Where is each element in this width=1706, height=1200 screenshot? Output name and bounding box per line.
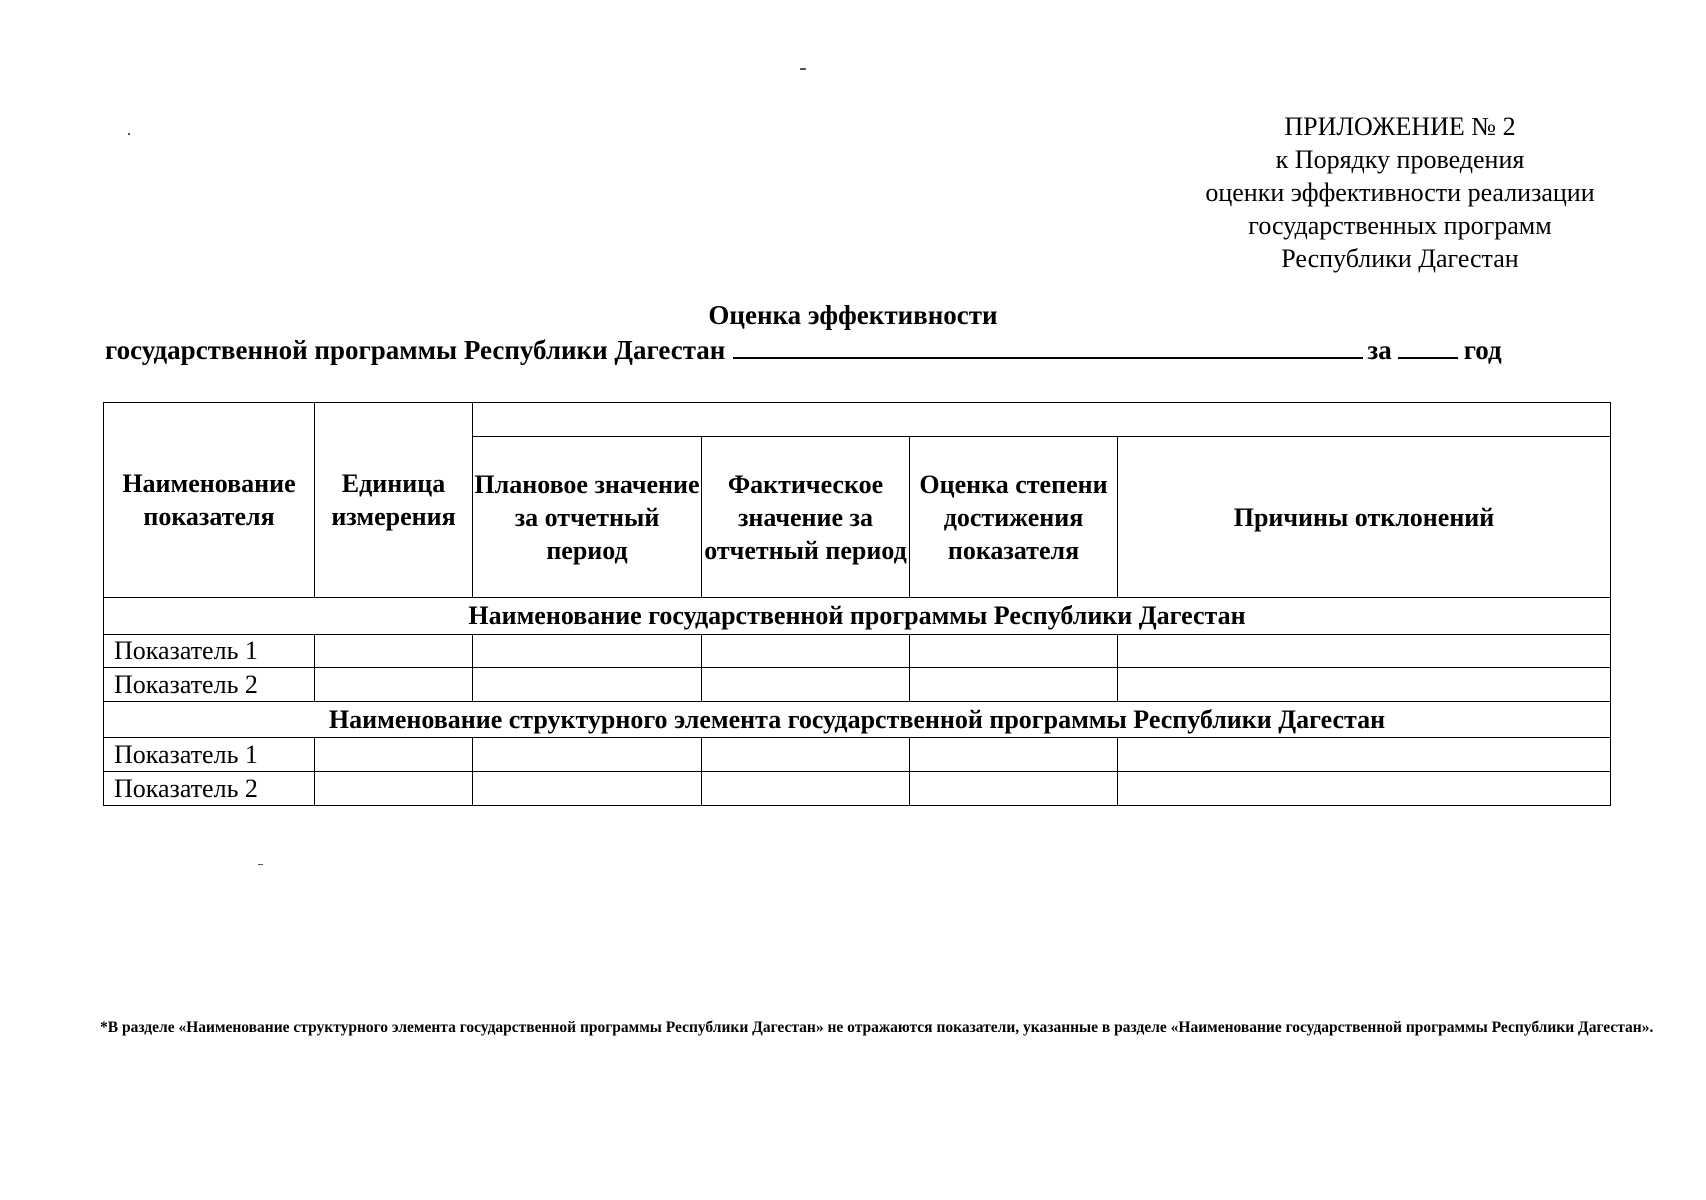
table-cell [473,668,702,702]
scan-speck [258,864,263,865]
table-cell [702,635,910,668]
table-row [104,738,1611,772]
table-cell [315,772,473,806]
evaluation-table [103,402,1611,806]
table-cell [315,635,473,668]
table-row [104,635,1611,668]
table-cell [1118,772,1611,806]
table-cell [702,772,910,806]
header-fact-value: Фактическое значение за отчетный период [702,437,910,598]
indicator-label: Показатель 1 [104,635,315,668]
table-cell [473,635,702,668]
document-subtitle [105,333,1502,366]
indicator-label: Показатель 2 [104,668,315,702]
header-deviation-reasons: Причины отклонений [1118,437,1611,598]
appendix-number: ПРИЛОЖЕНИЕ № 2 [1284,112,1516,141]
scan-speck [128,133,130,135]
table-cell [1118,635,1611,668]
subtitle-za: за [1367,335,1392,365]
subtitle-prefix: государственной программы Республики Дагестан [105,335,726,365]
year-blank [1398,333,1458,359]
header-plan-value: Плановое значение за отчетный период [473,437,702,598]
document-title: Оценка эффективности [708,300,998,330]
appendix-line: к Порядку проведения [1275,145,1525,174]
appendix-line: оценки эффективности реализации [1205,178,1595,207]
subtitle-god: год [1463,335,1502,365]
table-cell [473,772,702,806]
header-indicator-name: Наименование показателя [104,403,315,598]
table-row [104,772,1611,806]
section-title: Наименование структурного элемента государственной программы Республики Дагестан [104,702,1611,738]
header-unit: Единица измерения [315,403,473,598]
table-cell [910,668,1118,702]
table-cell [1118,668,1611,702]
appendix-line: государственных программ [1248,211,1552,240]
section-title: Наименование государственной программы Республики Дагестан [104,598,1611,635]
table-cell [702,668,910,702]
scan-speck [800,68,806,70]
table-cell [473,738,702,772]
program-name-blank [733,333,1363,359]
table-cell [910,738,1118,772]
appendix-header [1130,110,1670,275]
footnote: *В разделе «Наименование структурного элемента государственной программы Республики Дагестан» не отражаются показатели, указанные в разделе «Наименование государственной программы Республики Дагестан». [100,1019,1654,1036]
table-cell [315,668,473,702]
indicator-label: Показатель 1 [104,738,315,772]
appendix-line: Республики Дагестан [1281,244,1519,273]
table-cell [910,772,1118,806]
table-row [104,668,1611,702]
table-cell [1118,738,1611,772]
indicator-label: Показатель 2 [104,772,315,806]
table-cell [315,738,473,772]
table-cell [702,738,910,772]
table-cell [910,635,1118,668]
header-blank-cell [473,403,1611,437]
header-achievement-score: Оценка степени достижения показателя [910,437,1118,598]
